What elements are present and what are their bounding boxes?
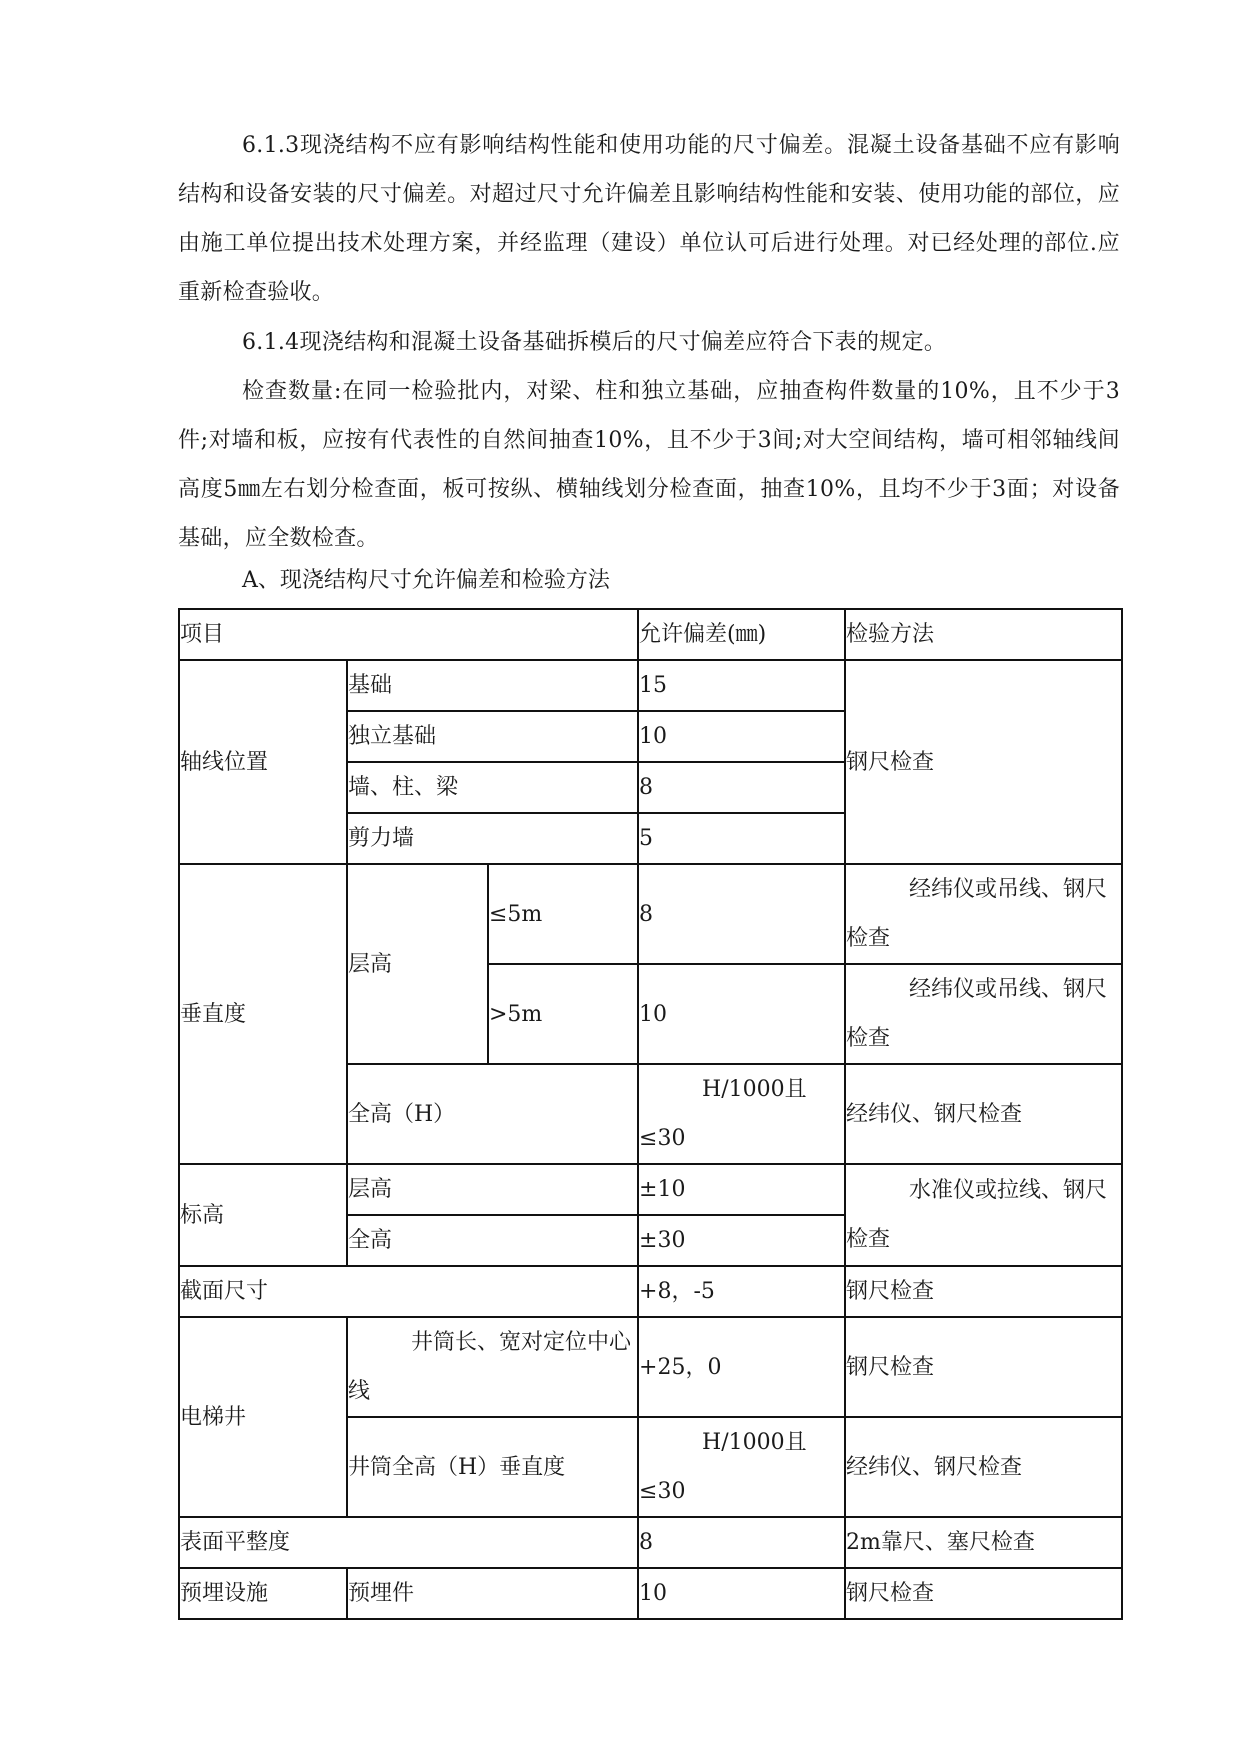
row-method (845, 964, 1122, 1064)
table-row (179, 660, 1122, 711)
row-item: 剪力墙 (347, 813, 638, 864)
row-value: 10 (638, 711, 845, 762)
method-axis: 钢尺检查 (845, 660, 1122, 864)
row-value: 8 (638, 1517, 845, 1568)
table-row (179, 1266, 1122, 1317)
row-item (347, 1317, 638, 1417)
row-value: 5 (638, 813, 845, 864)
group-axis-position: 轴线位置 (179, 660, 347, 864)
table-row (179, 1164, 1122, 1215)
row-value (638, 1417, 845, 1517)
row-method: 经纬仪、钢尺检查 (845, 1417, 1122, 1517)
row-item: 表面平整度 (179, 1517, 638, 1568)
group-elevation: 标高 (179, 1164, 347, 1266)
row-value: 10 (638, 1568, 845, 1619)
table-header-row (179, 609, 1122, 660)
header-tolerance: 允许偏差(㎜) (638, 609, 845, 660)
method-elevation-text: 水准仪或拉线、钢尺检查 (846, 1178, 1108, 1252)
group-elevator-shaft: 电梯井 (179, 1317, 347, 1517)
header-method: 检验方法 (845, 609, 1122, 660)
row-item: 独立基础 (347, 711, 638, 762)
row-item-text: 井筒长、宽对定位中心线 (348, 1330, 632, 1404)
row-item: 基础 (347, 660, 638, 711)
table-row (179, 1517, 1122, 1568)
table-row (179, 1317, 1122, 1417)
paragraph-6-1-3: 6.1.3现浇结构不应有影响结构性能和使用功能的尺寸偏差。混凝土设备基础不应有影响结构和设备安装的尺寸偏差。对超过尺寸允许偏差且影响结构性能和安装、使用功能的部位，应由施工单位提出技术处理方案，并经监理（建设）单位认可后进行处理。对已经处理的部位.应重新检查验收。 (178, 133, 1120, 305)
row-value: +8，-5 (638, 1266, 845, 1317)
row-method: 钢尺检查 (845, 1568, 1122, 1619)
group-embedded: 预埋设施 (179, 1568, 347, 1619)
row-item: 全高 (347, 1215, 638, 1266)
row-method (845, 864, 1122, 964)
row-value-text: H/1000且≤30 (639, 1430, 807, 1504)
header-item: 项目 (179, 609, 638, 660)
row-value (638, 1064, 845, 1164)
row-item: 墙、柱、梁 (347, 762, 638, 813)
row-value: ±10 (638, 1164, 845, 1215)
row-method-text: 经纬仪或吊线、钢尺检查 (846, 977, 1108, 1051)
method-elevation (845, 1164, 1122, 1266)
row-value: 8 (638, 864, 845, 964)
row-method: 经纬仪、钢尺检查 (845, 1064, 1122, 1164)
row-method: 钢尺检查 (845, 1266, 1122, 1317)
row-item: 全高（H） (347, 1064, 638, 1164)
row-item: 井筒全高（H）垂直度 (347, 1417, 638, 1517)
paragraph-6-1-4: 6.1.4现浇结构和混凝土设备基础拆模后的尺寸偏差应符合下表的规定。 (242, 330, 947, 355)
table-row (179, 1568, 1122, 1619)
row-method: 钢尺检查 (845, 1317, 1122, 1417)
group-verticality: 垂直度 (179, 864, 347, 1164)
row-value: +25，0 (638, 1317, 845, 1417)
row-condition: >5m (488, 964, 638, 1064)
row-method: 2m靠尺、塞尺检查 (845, 1517, 1122, 1568)
row-value-text: H/1000且≤30 (639, 1077, 807, 1151)
row-condition: ≤5m (488, 864, 638, 964)
row-method-text: 经纬仪或吊线、钢尺检查 (846, 877, 1108, 951)
row-value: ±30 (638, 1215, 845, 1266)
sub-floor-height: 层高 (347, 864, 488, 1064)
row-value: 15 (638, 660, 845, 711)
row-item: 截面尺寸 (179, 1266, 638, 1317)
tolerance-table (178, 608, 1123, 1620)
paragraph-inspection-quantity: 检查数量:在同一检验批内，对梁、柱和独立基础，应抽查构件数量的10%，且不少于3件;对墙和板，应按有代表性的自然间抽查10%，且不少于3间;对大空间结构，墙可相邻轴线间高度5㎜左右划分检查面，板可按纵、横轴线划分检查面，抽查10%，且均不少于3面；对设备基础，应全数检查。 (178, 379, 1120, 551)
row-item: 层高 (347, 1164, 638, 1215)
row-value: 8 (638, 762, 845, 813)
table-caption: A、现浇结构尺寸允许偏差和检验方法 (242, 568, 610, 593)
row-item: 预埋件 (347, 1568, 638, 1619)
row-value: 10 (638, 964, 845, 1064)
table-row (179, 864, 1122, 964)
